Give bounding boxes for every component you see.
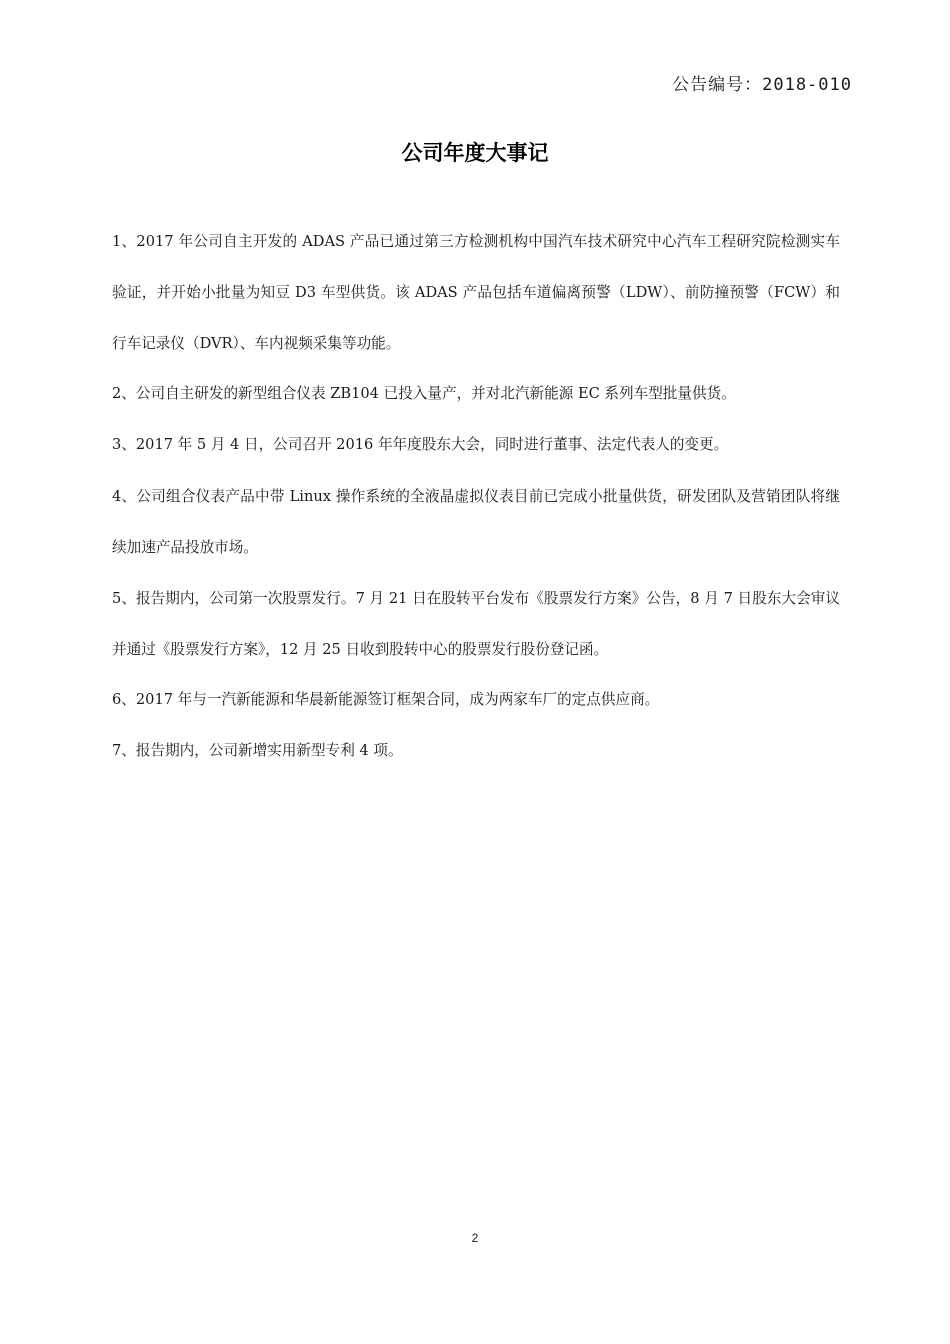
event-item-3: 3、2017 年 5 月 4 日，公司召开 2016 年年度股东大会，同时进行董事、法定代表人的变更。 bbox=[112, 436, 729, 453]
event-item-6: 6、2017 年与一汽新能源和华晨新能源签订框架合同，成为两家车厂的定点供应商。 bbox=[112, 691, 660, 708]
page-title: 公司年度大事记 bbox=[401, 141, 549, 165]
event-item-4: 4、公司组合仪表产品中带 Linux 操作系统的全液晶虚拟仪表目前已完成小批量供货，研发团队及营销团队将继续加速产品投放市场。 bbox=[112, 488, 840, 556]
event-item-2: 2、公司自主研发的新型组合仪表 ZB104 已投入量产，并对北汽新能源 EC 系列车型批量供货。 bbox=[112, 385, 736, 402]
announcement-number: 公告编号：2018-010 bbox=[672, 75, 852, 95]
event-item-7: 7、报告期内，公司新增实用新型专利 4 项。 bbox=[112, 742, 403, 759]
event-item-5: 5、报告期内，公司第一次股票发行。7 月 21 日在股转平台发布《股票发行方案》公告，8 月 7 日股东大会审议并通过《股票发行方案》，12 月 25 日收到股转中心的股票发行股份登记函。 bbox=[112, 590, 840, 658]
event-item-1: 1、2017 年公司自主开发的 ADAS 产品已通过第三方检测机构中国汽车技术研究中心汽车工程研究院检测实车验证，并开始小批量为知豆 D3 车型供货。该 ADAS 产品包括车道偏离预警（LDW）、前防撞预警（FCW）和行车记录仪（DVR）、车内视频采集等功能。 bbox=[112, 233, 840, 352]
events-list bbox=[112, 228, 840, 764]
page-number: 2 bbox=[471, 1231, 479, 1245]
